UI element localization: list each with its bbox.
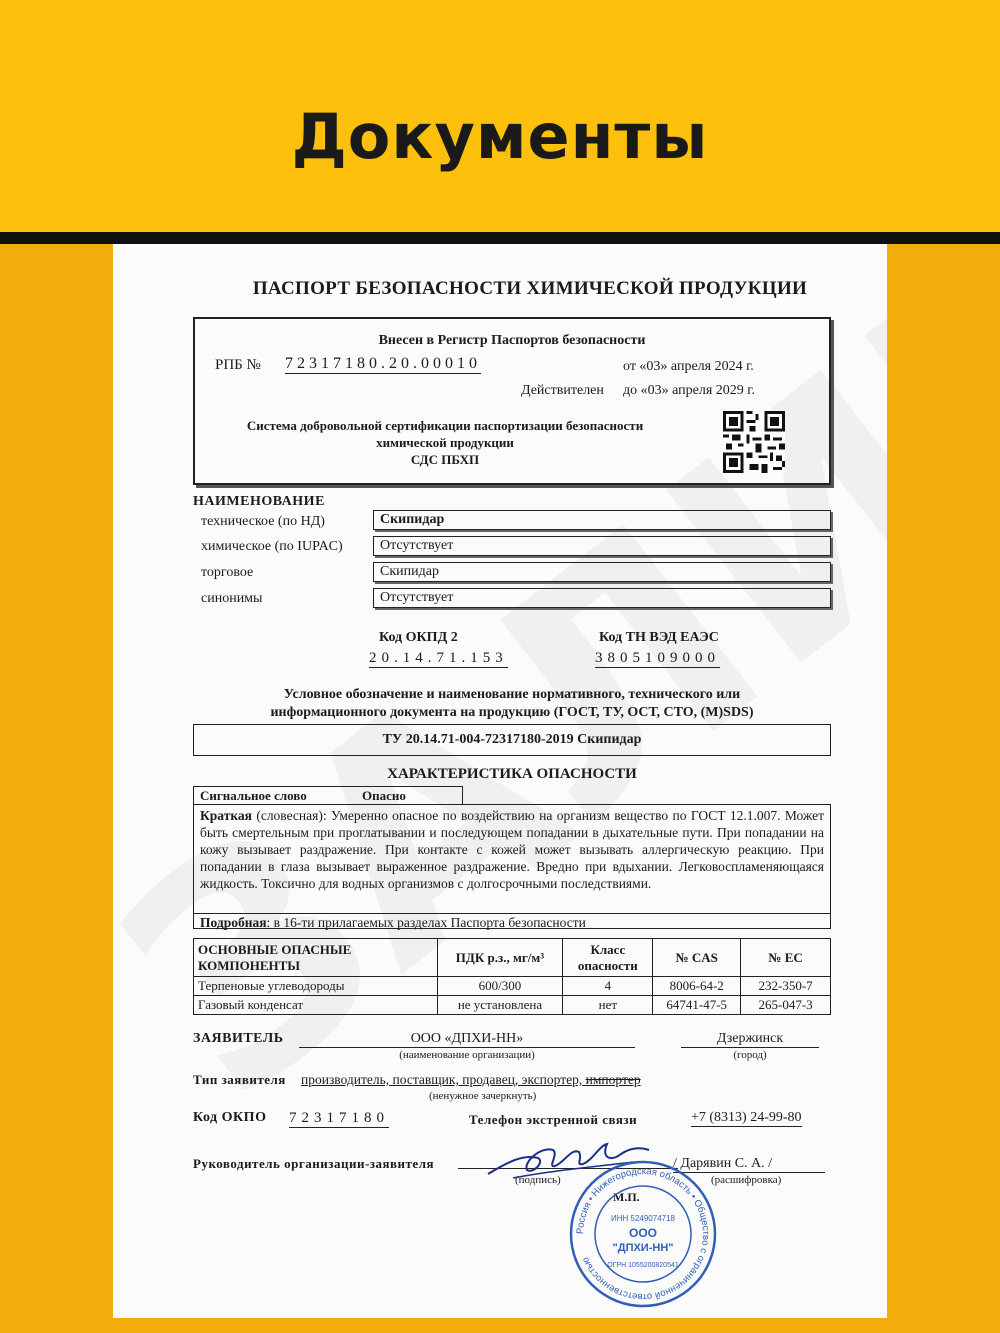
- applicant-label: ЗАЯВИТЕЛЬ: [193, 1031, 284, 1046]
- registry-box: [193, 317, 831, 485]
- applicant-org: ООО «ДПХИ-НН»: [299, 1031, 635, 1048]
- okpo-label: Код ОКПО: [193, 1110, 267, 1125]
- hazard-detail-text: : в 16-ти прилагаемых разделах Паспорта безопасности: [266, 915, 586, 930]
- applicant-type-value: [301, 1072, 641, 1088]
- components-header-cas: № CAS: [653, 939, 741, 977]
- hazard-detail-label: Подробная: [200, 915, 267, 930]
- signal-word-value: Опасно: [362, 788, 406, 803]
- banner-divider: [0, 232, 1000, 244]
- normative-line-2: информационного документа на продукцию (ГОСТ, ТУ, ОСТ, СТО, (М)SDS): [270, 705, 754, 720]
- applicant-city-note: (город): [733, 1049, 767, 1061]
- hazard-description-box: [193, 804, 831, 929]
- table-row: [194, 996, 831, 1015]
- normative-caption: [193, 686, 831, 722]
- applicant-type-note: (ненужное зачеркнуть): [429, 1090, 537, 1102]
- naming-label-chemical: химическое (по IUPAC): [201, 539, 343, 554]
- component-name: Газовый конденсат: [194, 996, 438, 1015]
- naming-value-synonyms: Отсутствует: [373, 588, 831, 608]
- naming-label-synonyms: синонимы: [201, 591, 263, 606]
- component-ec: 232-350-7: [741, 977, 831, 996]
- hazard-heading: ХАРАКТЕРИСТИКА ОПАСНОСТИ: [387, 766, 637, 782]
- system-line-2: химической продукции: [376, 435, 514, 450]
- component-name: Терпеновые углеводороды: [194, 977, 438, 996]
- normative-line-1: Условное обозначение и наименование нормативного, технического или: [283, 687, 741, 702]
- hazard-brief: [200, 807, 824, 913]
- hazard-brief-label: Краткая: [200, 808, 252, 823]
- components-header-ec: № ЕС: [741, 939, 831, 977]
- document-title: ПАСПОРТ БЕЗОПАСНОСТИ ХИМИЧЕСКОЙ ПРОДУКЦИИ: [252, 278, 808, 299]
- tnved-label: Код ТН ВЭД ЕАЭС: [599, 630, 719, 645]
- component-cas: 64741-47-5: [653, 996, 741, 1015]
- system-line-1: Система добровольной сертификации паспортизации безопасности: [246, 418, 644, 433]
- naming-label-trade: торговое: [201, 565, 254, 580]
- components-header-class: Класс опасности: [563, 939, 653, 977]
- registry-from-date: от «03» апреля 2024 г.: [623, 359, 754, 374]
- normative-document-value: ТУ 20.14.71-004-72317180-2019 Скипидар: [193, 724, 831, 756]
- applicant-org-note: (наименование организации): [399, 1049, 535, 1061]
- registry-until-date: до «03» апреля 2029 г.: [623, 383, 755, 398]
- stamp-ogrn: ОГРН 1055200820541: [607, 1262, 679, 1269]
- stamp-place-label: М.П.: [613, 1190, 640, 1204]
- rpb-label: РПБ №: [215, 357, 261, 373]
- components-header-row: [194, 939, 831, 977]
- banner-title: Документы: [291, 100, 709, 173]
- head-name: / Дарявин С. А. /: [673, 1156, 825, 1173]
- okpd-label: Код ОКПД 2: [379, 630, 458, 645]
- naming-value-technical: Скипидар: [373, 510, 831, 530]
- applicant-city: Дзержинск: [681, 1031, 819, 1048]
- component-pdk: 600/300: [437, 977, 563, 996]
- naming-label-technical: техническое (по НД): [201, 514, 325, 529]
- okpd-value: 20.14.71.153: [369, 650, 508, 666]
- document-sheet: [113, 244, 887, 1318]
- head-label: Руководитель организации-заявителя: [193, 1156, 435, 1171]
- applicant-type-struck: импортер: [585, 1072, 641, 1087]
- stamp-center-line-1: ООО: [628, 1226, 658, 1240]
- naming-value-trade: Скипидар: [373, 562, 831, 582]
- hazard-detail: [194, 913, 830, 931]
- emergency-phone-value: +7 (8313) 24-99-80: [691, 1110, 802, 1125]
- components-header-pdk: ПДК р.з., мг/м³: [437, 939, 563, 977]
- component-ec: 265-047-3: [741, 996, 831, 1015]
- components-header-name: ОСНОВНЫЕ ОПАСНЫЕ КОМПОНЕНТЫ: [194, 939, 438, 977]
- organization-stamp: [568, 1159, 718, 1309]
- stamp-outer-text: Россия • Нижегородская область • Общество с ограниченной ответственностью: [574, 1165, 712, 1303]
- signal-word-label: Сигнальное слово: [200, 788, 307, 803]
- component-pdk: не установлена: [437, 996, 563, 1015]
- naming-heading: НАИМЕНОВАНИЕ: [193, 494, 325, 509]
- registry-heading: Внесен в Регистр Паспортов безопасности: [378, 333, 646, 348]
- signal-word-box: [193, 786, 463, 805]
- component-class: нет: [563, 996, 653, 1015]
- okpo-value: 72317180: [289, 1110, 389, 1126]
- system-line-3: СДС ПБХП: [410, 452, 480, 467]
- components-table: [193, 938, 831, 1015]
- hazard-brief-text: (словесная): Умеренно опасное по воздействию на организм вещество по ГОСТ 12.1.007. Может быть смертельным при проглатывании и последующем попадании в дыхательные пути. При попадании на кожу вызывает раздражение. При контакте с кожей может вызывать аллергическую реакцию. При попадании в глаза вызывает выраженное раздражение. Вредно при вдыхании. Легковоспламеняющаяся жидкость. Токсично для водных организмов с долгосрочными последствиями.: [200, 808, 824, 891]
- tnved-value: 3805109000: [595, 650, 720, 666]
- component-class: 4: [563, 977, 653, 996]
- component-cas: 8006-64-2: [653, 977, 741, 996]
- stamp-center-line-2: "ДПХИ-НН": [612, 1242, 674, 1254]
- certification-system: [195, 417, 695, 468]
- valid-label: Действителен: [521, 383, 604, 398]
- signature-note: (подпись): [515, 1174, 561, 1186]
- stamp-inn: ИНН 5249074718: [610, 1214, 676, 1223]
- decode-note: (расшифровка): [711, 1174, 782, 1186]
- qr-code-icon: [723, 411, 785, 473]
- emergency-phone-label: Телефон экстренной связи: [469, 1112, 638, 1127]
- table-row: [194, 977, 831, 996]
- naming-value-chemical: Отсутствует: [373, 536, 831, 556]
- applicant-type-options: производитель, поставщик, продавец, экспортер,: [301, 1072, 583, 1087]
- rpb-number: 72317180.20.00010: [285, 355, 481, 372]
- applicant-type-label: Тип заявителя: [193, 1072, 286, 1087]
